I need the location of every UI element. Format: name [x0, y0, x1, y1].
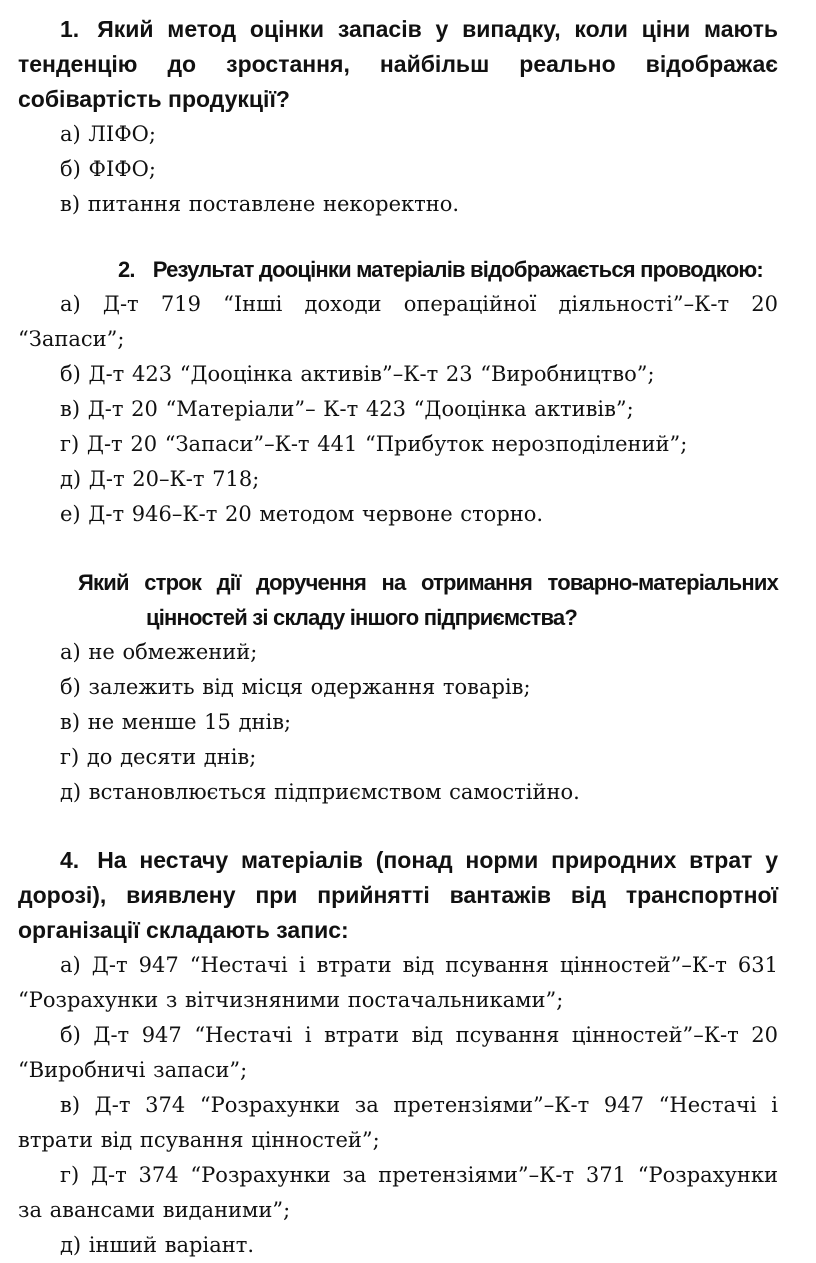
question-2-option-e: д) Д-т 20–К-т 718;: [60, 467, 260, 491]
question-4-option-b: б) Д-т 947 “Нестачі і втрати від псування цінностей”–К-т 20 “Виробничі запаси”;: [18, 1023, 778, 1082]
question-2-option-f: е) Д-т 946–К-т 20 методом червоне сторно.: [60, 502, 544, 526]
question-1-number: 1.: [60, 16, 80, 42]
question-1-option-c: в) питання поставлене некоректно.: [60, 192, 460, 216]
question-3-text: Який строк дії доручення на отримання товарно-матеріальних цінностей зі складу іншого підприємства?: [78, 570, 778, 630]
question-4-heading: [18, 843, 778, 948]
question-2-option-a: а) Д-т 719 “Інші доходи операційної діяльності”–К-т 20 “Запаси”;: [18, 292, 778, 351]
question-3-option-a: а) не обмежений;: [60, 640, 258, 664]
question-4-text: На нестачу матеріалів (понад норми природних втрат у дорозі), виявлену при прийнятті вантажів від транспортної організації складають запис:: [18, 847, 778, 943]
question-2-option-d: г) Д-т 20 “Запаси”–К-т 441 “Прибуток нерозподілений”;: [60, 432, 688, 456]
question-4-option-d: г) Д-т 374 “Розрахунки за претензіями”–К-т 371 “Розрахунки за авансами виданими”;: [18, 1163, 778, 1222]
question-3-option-d: г) до десяти днів;: [60, 745, 257, 769]
question-2: [18, 252, 778, 532]
question-1: [18, 12, 778, 222]
question-1-option-a: а) ЛІФО;: [60, 122, 156, 146]
question-2-number: 2.: [118, 257, 135, 282]
question-3-option-c: в) не менше 15 днів;: [60, 710, 292, 734]
question-2-text: Результат дооцінки матеріалів відображається проводкою:: [152, 257, 763, 282]
question-1-text: Який метод оцінки запасів у випадку, коли ціни мають тенденцію до зростання, найбільш реально відображає собівартість продукції?: [18, 16, 778, 112]
question-2-heading: [18, 252, 778, 287]
question-4: [18, 843, 778, 1263]
question-2-option-b: б) Д-т 423 “Дооцінка активів”–К-т 23 “Виробництво”;: [60, 362, 655, 386]
question-4-option-c: в) Д-т 374 “Розрахунки за претензіями”–К-т 947 “Нестачі і втрати від псування цінностей”;: [18, 1093, 778, 1152]
question-2-option-c: в) Д-т 20 “Матеріали”– К-т 423 “Дооцінка активів”;: [60, 397, 634, 421]
question-3-option-e: д) встановлюється підприємством самостійно.: [60, 780, 580, 804]
question-3-heading: [18, 565, 778, 635]
question-4-option-a: а) Д-т 947 “Нестачі і втрати від псування цінностей”–К-т 631 “Розрахунки з вітчизняними постачальниками”;: [18, 953, 778, 1012]
question-3: [18, 565, 778, 810]
question-1-option-b: б) ФІФО;: [60, 157, 156, 181]
question-4-option-e: д) інший варіант.: [60, 1233, 255, 1257]
question-1-heading: [18, 12, 778, 117]
question-4-number: 4.: [60, 847, 80, 873]
question-3-option-b: б) залежить від місця одержання товарів;: [60, 675, 531, 699]
